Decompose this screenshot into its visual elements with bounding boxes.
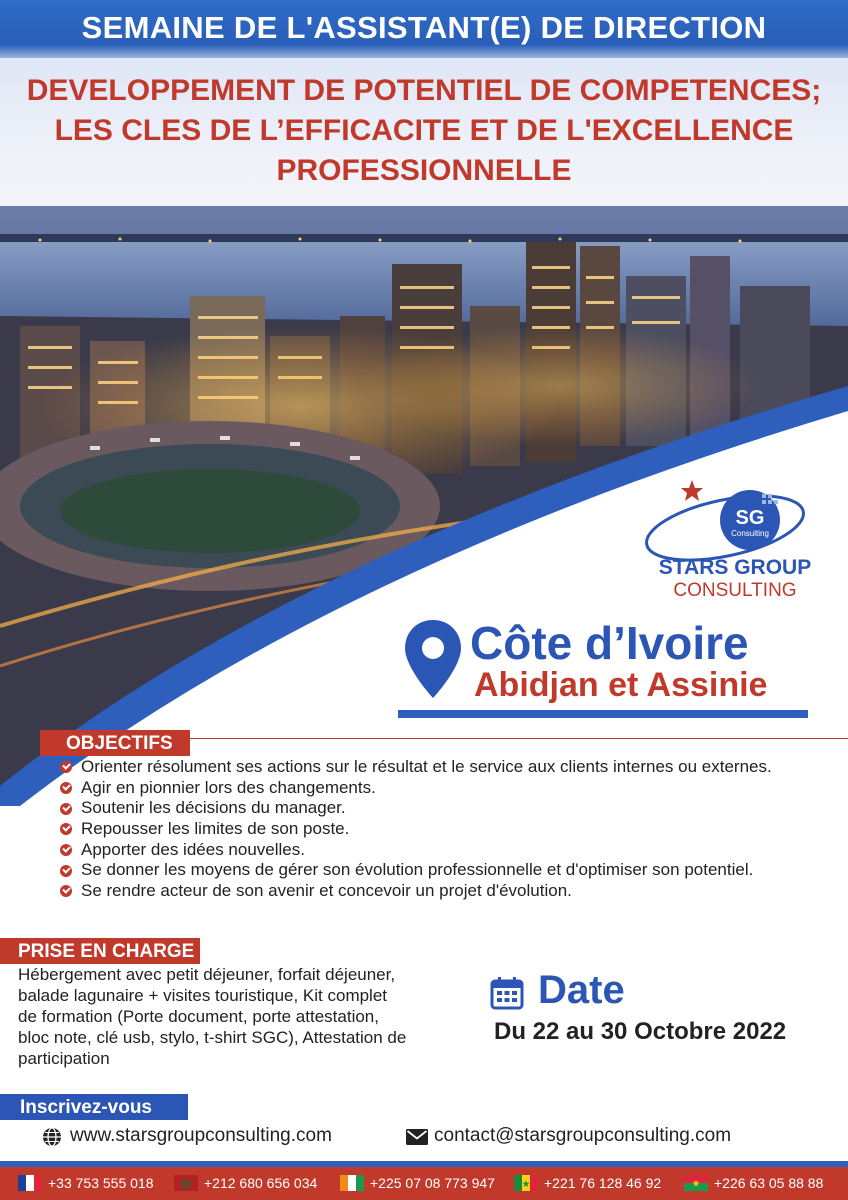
subtitle-line-2: LES CLES DE L’EFFICACITE ET DE L'EXCELLENCE [54,114,794,147]
prise-line: Hébergement avec petit déjeuner, forfait déjeuner, [18,965,396,984]
senegal-flag-icon [514,1175,538,1191]
objective-text: Soutenir les décisions du manager. [81,798,346,818]
subtitle-line-1: DEVELOPPEMENT DE POTENTIEL DE COMPETENCES; [26,74,822,107]
location-pin-icon [402,618,464,700]
website-link[interactable]: www.starsgroupconsulting.com [70,1125,332,1146]
prise-line: balade lagunaire + visites touristique, Kit complet [18,986,388,1005]
check-icon [60,782,72,794]
prise-en-charge-label: PRISE EN CHARGE [0,938,200,964]
list-item [60,778,772,799]
location-city: Abidjan et Assinie [474,666,768,704]
phone-number: +225 07 08 773 947 [370,1175,495,1191]
register-label: Inscrivez-vous [0,1094,188,1120]
objective-text: Agir en pionnier lors des changements. [81,777,376,797]
morocco-flag-icon [174,1175,198,1191]
logo-monogram-sub: Consulting [731,529,769,538]
logo-monogram: SG [735,507,765,529]
check-icon [60,865,72,877]
objective-text: Se donner les moyens de gérer son évolution professionnelle et d'optimiser son potentiel. [81,860,754,880]
objective-text: Se rendre acteur de son avenir et concevoir un projet d'évolution. [81,881,572,901]
date-value: Du 22 au 30 Octobre 2022 [494,1018,787,1045]
prise-en-charge-text [18,964,458,1069]
logo-name-line2: CONSULTING [673,580,797,601]
burkina-faso-flag-icon [684,1175,708,1191]
prise-line: participation [18,1049,110,1068]
phone-number: +226 63 05 88 88 [714,1175,824,1191]
objective-text: Repousser les limites de son poste. [81,819,350,839]
list-item [60,798,772,819]
prise-line: de formation (Porte document, porte attestation, [18,1007,379,1026]
phone-number: +221 76 128 46 92 [544,1175,662,1191]
objective-text: Apporter des idées nouvelles. [81,839,305,859]
mail-icon [406,1129,428,1145]
check-icon [60,885,72,897]
list-item [60,840,772,861]
subtitle-line-3: PROFESSIONNELLE [276,154,572,187]
phone-morocco [174,1175,317,1191]
objective-text: Orienter résolument ses actions sur le résultat et le service aux clients internes ou externes. [81,757,772,776]
phone-number: +212 680 656 034 [204,1175,318,1191]
objectives-label: OBJECTIFS [40,730,190,756]
check-icon [60,823,72,835]
phone-cote-divoire [340,1175,495,1191]
location-underline [398,710,808,718]
event-title: SEMAINE DE L'ASSISTANT(E) DE DIRECTION [81,10,767,45]
phone-number: +33 753 555 018 [48,1175,154,1191]
cote-divoire-flag-icon [340,1175,364,1191]
list-item [60,757,772,778]
phone-burkina-faso [684,1175,823,1191]
date-label: Date [538,968,625,1012]
phone-senegal [514,1175,661,1191]
prise-line: bloc note, clé usb, stylo, t-shirt SGC), Attestation de [18,1028,407,1047]
stars-group-logo [640,478,830,602]
phone-france [18,1175,154,1191]
list-item [60,881,772,902]
check-icon [60,761,72,773]
check-icon [60,803,72,815]
globe-icon [42,1127,62,1147]
calendar-icon [490,976,524,1010]
list-item [60,819,772,840]
list-item [60,860,772,881]
email-link[interactable]: contact@starsgroupconsulting.com [434,1125,732,1146]
location-country: Côte d’Ivoire [470,617,749,669]
logo-name-line1: STARS GROUP [658,556,812,579]
france-flag-icon [18,1175,42,1191]
objectives-list [60,757,772,902]
check-icon [60,844,72,856]
